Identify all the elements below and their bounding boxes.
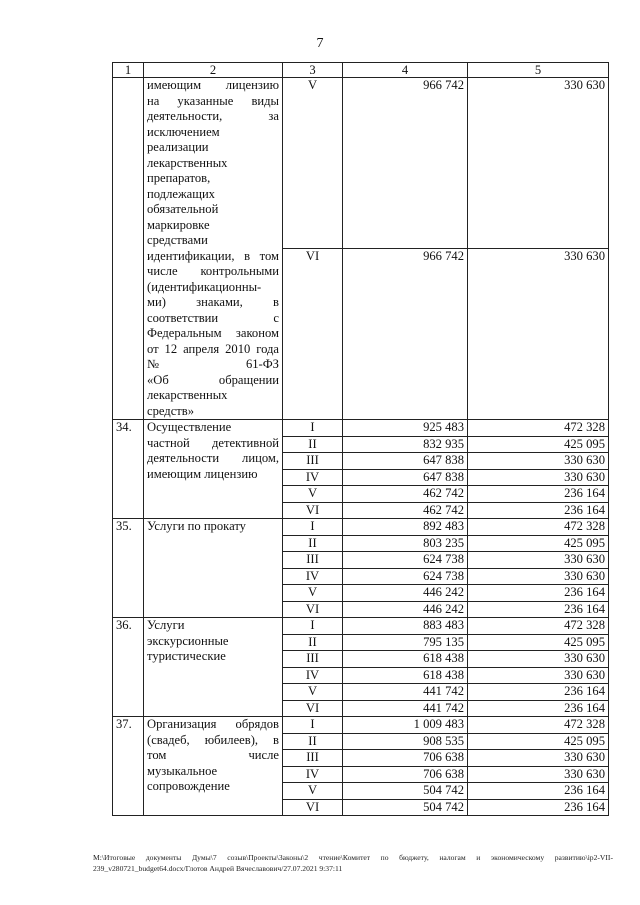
amount-col-5: 330 630	[468, 568, 609, 585]
amount-col-5: 425 095	[468, 436, 609, 453]
description-line: маркировке	[147, 217, 210, 232]
category-cell: IV	[283, 667, 343, 684]
description-line: Федеральным законом	[147, 326, 279, 340]
amount-col-5: 472 328	[468, 420, 609, 437]
item-number: 37.	[113, 717, 144, 816]
tax-table	[112, 62, 609, 816]
amount-col-4: 441 742	[343, 700, 468, 717]
header-col-1: 1	[113, 63, 144, 78]
description-line: том числе	[147, 748, 279, 762]
category-cell: V	[283, 684, 343, 701]
activity-description	[144, 420, 283, 519]
description-line: № 61-ФЗ	[147, 357, 279, 371]
amount-col-5: 472 328	[468, 618, 609, 635]
table-row	[113, 78, 609, 249]
activity-description	[144, 618, 283, 717]
amount-col-5: 236 164	[468, 799, 609, 816]
amount-col-4: 624 738	[343, 552, 468, 569]
description-line: на указанные виды	[147, 93, 279, 108]
amount-col-4: 803 235	[343, 535, 468, 552]
amount-col-4: 504 742	[343, 799, 468, 816]
category-cell: I	[283, 420, 343, 437]
category-cell: I	[283, 519, 343, 536]
description-line: обязательной	[147, 202, 219, 216]
category-cell: VI	[283, 700, 343, 717]
description-line: лекарственных	[147, 155, 228, 170]
table-row	[113, 519, 609, 536]
description-line: экскурсионные	[147, 633, 229, 648]
footer-line-1: M:\Итоговые документы Думы\7 созыв\Проекты\Законы\2 чтение\Комитет по бюджету, налогам и экономическому развитию\ip2-VII-	[93, 853, 613, 862]
amount-col-5: 236 164	[468, 700, 609, 717]
description-line: частной детективной	[147, 435, 279, 450]
amount-col-5: 472 328	[468, 519, 609, 536]
amount-col-4: 446 242	[343, 601, 468, 618]
description-line: (идентификационны-	[147, 279, 262, 294]
description-line: деятельности лицом,	[147, 451, 279, 465]
table-row	[113, 717, 609, 734]
description-line: имеющим лицензию	[147, 466, 258, 481]
description-line: средств»	[147, 403, 195, 418]
category-cell: I	[283, 618, 343, 635]
amount-col-4: 441 742	[343, 684, 468, 701]
amount-col-4: 446 242	[343, 585, 468, 602]
amount-col-4: 618 438	[343, 651, 468, 668]
description-line: исключением	[147, 124, 220, 139]
amount-col-4: 966 742	[343, 249, 468, 420]
description-line: соответствии с	[147, 310, 279, 325]
description-line: деятельности, за	[147, 109, 279, 123]
category-cell: VI	[283, 249, 343, 420]
table-row	[113, 420, 609, 437]
category-cell: V	[283, 486, 343, 503]
description-line: «Об обращении	[147, 372, 279, 387]
amount-col-4: 832 935	[343, 436, 468, 453]
amount-col-4: 795 135	[343, 634, 468, 651]
amount-col-5: 330 630	[468, 651, 609, 668]
category-cell: IV	[283, 766, 343, 783]
category-cell: V	[283, 585, 343, 602]
description-line: туристические	[147, 649, 226, 663]
file-path-footer	[93, 852, 613, 874]
description-line: музыкальное	[147, 763, 218, 778]
amount-col-4: 883 483	[343, 618, 468, 635]
amount-col-4: 462 742	[343, 502, 468, 519]
description-line: Осуществление	[147, 420, 232, 434]
category-cell: III	[283, 552, 343, 569]
amount-col-4: 462 742	[343, 486, 468, 503]
amount-col-5: 330 630	[468, 552, 609, 569]
amount-col-5: 425 095	[468, 733, 609, 750]
activity-description	[144, 717, 283, 816]
amount-col-5: 330 630	[468, 469, 609, 486]
category-cell: V	[283, 783, 343, 800]
amount-col-4: 647 838	[343, 453, 468, 470]
amount-col-4: 706 638	[343, 750, 468, 767]
category-cell: VI	[283, 601, 343, 618]
amount-col-5: 236 164	[468, 502, 609, 519]
description-line: Организация обрядов	[147, 717, 279, 731]
amount-col-4: 908 535	[343, 733, 468, 750]
description-line: имеющим лицензию	[147, 78, 279, 92]
category-cell: III	[283, 750, 343, 767]
description-line: от 12 апреля 2010 года	[147, 341, 279, 356]
amount-col-5: 236 164	[468, 486, 609, 503]
description-line: подлежащих	[147, 186, 215, 201]
description-line: сопровождение	[147, 779, 230, 793]
footer-line-2: 239_v280721_budget64.docx/Глотов Андрей Вячеславович/27.07.2021 9:37:11	[93, 864, 343, 873]
category-cell: IV	[283, 568, 343, 585]
header-col-2: 2	[144, 63, 283, 78]
category-cell: VI	[283, 799, 343, 816]
item-number	[113, 78, 144, 420]
amount-col-5: 330 630	[468, 667, 609, 684]
amount-col-5: 330 630	[468, 766, 609, 783]
header-col-5: 5	[468, 63, 609, 78]
activity-description	[144, 519, 283, 618]
amount-col-4: 706 638	[343, 766, 468, 783]
category-cell: II	[283, 733, 343, 750]
header-col-3: 3	[283, 63, 343, 78]
description-line: (свадеб, юбилеев), в	[147, 732, 279, 747]
description-line: Услуги по прокату	[147, 519, 246, 533]
amount-col-5: 236 164	[468, 585, 609, 602]
description-line: средствами	[147, 233, 208, 247]
table-row	[113, 618, 609, 635]
page-number: 7	[316, 36, 324, 51]
description-line: числе контрольными	[147, 264, 279, 278]
category-cell: II	[283, 535, 343, 552]
amount-col-5: 236 164	[468, 684, 609, 701]
amount-col-5: 330 630	[468, 453, 609, 470]
amount-col-4: 925 483	[343, 420, 468, 437]
category-cell: I	[283, 717, 343, 734]
amount-col-4: 892 483	[343, 519, 468, 536]
description-line: лекарственных	[147, 388, 228, 402]
description-line: препаратов,	[147, 171, 211, 185]
amount-col-4: 966 742	[343, 78, 468, 249]
description-line: реализации	[147, 140, 209, 154]
activity-description	[144, 78, 283, 420]
category-cell: II	[283, 634, 343, 651]
description-line: ми) знаками, в	[147, 295, 279, 309]
amount-col-5: 425 095	[468, 535, 609, 552]
amount-col-4: 618 438	[343, 667, 468, 684]
category-cell: V	[283, 78, 343, 249]
description-line: Услуги	[147, 618, 185, 632]
amount-col-5: 330 630	[468, 750, 609, 767]
amount-col-5: 425 095	[468, 634, 609, 651]
category-cell: IV	[283, 469, 343, 486]
amount-col-4: 647 838	[343, 469, 468, 486]
category-cell: II	[283, 436, 343, 453]
category-cell: III	[283, 651, 343, 668]
amount-col-5: 472 328	[468, 717, 609, 734]
amount-col-5: 330 630	[468, 78, 609, 249]
amount-col-5: 236 164	[468, 783, 609, 800]
amount-col-5: 330 630	[468, 249, 609, 420]
category-cell: VI	[283, 502, 343, 519]
item-number: 34.	[113, 420, 144, 519]
category-cell: III	[283, 453, 343, 470]
description-line: идентификации, в том	[147, 248, 279, 263]
header-row	[113, 63, 609, 78]
header-col-4: 4	[343, 63, 468, 78]
amount-col-4: 624 738	[343, 568, 468, 585]
amount-col-5: 236 164	[468, 601, 609, 618]
item-number: 35.	[113, 519, 144, 618]
item-number: 36.	[113, 618, 144, 717]
amount-col-4: 1 009 483	[343, 717, 468, 734]
amount-col-4: 504 742	[343, 783, 468, 800]
